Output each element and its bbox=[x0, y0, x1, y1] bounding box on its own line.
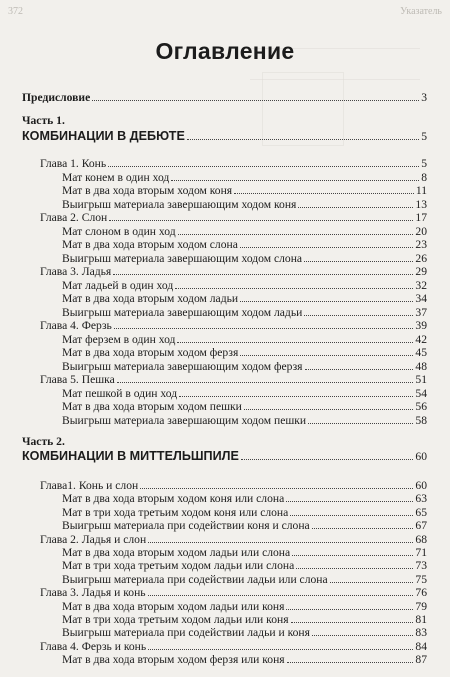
dot-leader bbox=[178, 224, 414, 235]
toc-page-number: 76 bbox=[415, 586, 427, 600]
toc-page-number: 17 bbox=[415, 211, 427, 224]
toc-page-number: 65 bbox=[415, 505, 427, 519]
toc-chapter-entry[interactable] bbox=[40, 156, 427, 170]
dot-leader bbox=[179, 386, 413, 397]
toc-page-number: 71 bbox=[415, 546, 427, 559]
part-heading[interactable] bbox=[22, 448, 427, 464]
toc-entry-text: Глава 4. Ферзь и конь bbox=[40, 639, 147, 653]
toc-subentry[interactable] bbox=[62, 170, 427, 184]
dot-leader bbox=[148, 585, 414, 596]
toc-entry-text: Мат в два хода вторым ходом коня или слона bbox=[62, 492, 285, 506]
dot-leader bbox=[305, 359, 414, 370]
toc-page-number: 39 bbox=[415, 319, 427, 332]
toc-chapter-entry[interactable] bbox=[40, 264, 427, 278]
toc-chapter-entry[interactable] bbox=[40, 318, 427, 332]
dot-leader bbox=[304, 305, 413, 316]
dot-leader bbox=[241, 448, 414, 460]
toc-page-number: 5 bbox=[421, 157, 427, 170]
toc-entry-text: Выигрыш материала завершающим ходом ферзя bbox=[62, 359, 303, 373]
toc-chapter-entry[interactable] bbox=[40, 478, 427, 492]
dot-leader bbox=[244, 399, 414, 410]
toc-entry-text: Мат конем в один ход bbox=[62, 170, 170, 184]
toc-page-number: 75 bbox=[415, 572, 427, 586]
dot-leader bbox=[175, 278, 413, 289]
toc-chapter-entry[interactable] bbox=[40, 532, 427, 546]
toc-page-number: 87 bbox=[415, 653, 427, 667]
toc-entry-text: Выигрыш материала завершающим ходом пешки bbox=[62, 413, 307, 427]
toc-page-number: 32 bbox=[415, 278, 427, 292]
toc-subentry[interactable] bbox=[62, 545, 427, 559]
toc-chapter-entry[interactable] bbox=[40, 372, 427, 386]
toc-page-number: 3 bbox=[421, 91, 427, 104]
toc-entry-text: Мат в два хода вторым ходом слона bbox=[62, 238, 238, 251]
toc-page-number: 23 bbox=[415, 238, 427, 251]
dot-leader bbox=[287, 652, 414, 663]
toc-subentry[interactable] bbox=[62, 278, 427, 292]
toc-page-number: 20 bbox=[415, 224, 427, 238]
dot-leader bbox=[304, 251, 413, 262]
toc-subentry[interactable] bbox=[62, 251, 427, 265]
part-label: Часть 1. bbox=[22, 114, 65, 127]
toc-page-number: 34 bbox=[415, 292, 427, 305]
toc-page-number: 81 bbox=[415, 613, 427, 626]
toc-page-number: 29 bbox=[415, 265, 427, 278]
toc-entry-text: Мат в два хода вторым ходом ферзя bbox=[62, 346, 239, 359]
toc-page-number: 56 bbox=[415, 400, 427, 413]
dot-leader bbox=[171, 170, 419, 181]
toc-entry-text: Мат слоном в один ход bbox=[62, 224, 176, 238]
toc-entry-text: Мат пешкой в один ход bbox=[62, 386, 178, 400]
dot-leader bbox=[148, 639, 413, 650]
dot-leader bbox=[240, 237, 414, 248]
dot-leader bbox=[113, 264, 413, 275]
toc-entry-text: Предисловие bbox=[22, 91, 91, 104]
dot-leader bbox=[92, 90, 419, 101]
toc-subentry[interactable] bbox=[62, 625, 427, 639]
toc-entry-text: Мат в три хода третьим ходом ладьи или коня bbox=[62, 613, 289, 626]
toc-entry-text: Выигрыш материала завершающим ходом слона bbox=[62, 251, 303, 265]
toc-page-number: 51 bbox=[415, 373, 427, 386]
toc-subentry[interactable] bbox=[62, 305, 427, 319]
dot-leader bbox=[312, 625, 413, 636]
toc-entry-text: Мат ладьей в один ход bbox=[62, 278, 174, 292]
dot-leader bbox=[286, 599, 413, 610]
toc-entry-text: Мат в два хода вторым ходом ладьи или коня bbox=[62, 599, 285, 613]
toc-entry-text: Глава 5. Пешка bbox=[40, 373, 115, 386]
toc-subentry[interactable] bbox=[62, 612, 427, 626]
toc-page-number: 60 bbox=[415, 479, 427, 492]
toc-entry-text: Мат в три хода третьим ходом коня или слона bbox=[62, 505, 289, 519]
toc-page-number: 58 bbox=[415, 413, 427, 427]
toc-subentry[interactable] bbox=[62, 518, 427, 532]
toc-entry-text: Глава 1. Конь bbox=[40, 157, 107, 170]
toc-subentry[interactable] bbox=[62, 183, 427, 197]
toc-page-number: 68 bbox=[415, 532, 427, 546]
dot-leader bbox=[290, 505, 413, 516]
toc-subentry[interactable] bbox=[62, 237, 427, 251]
toc-subentry[interactable] bbox=[62, 197, 427, 211]
toc-entry-text: Мат в два хода вторым ходом ладьи или слона bbox=[62, 546, 291, 559]
toc-page-number: 45 bbox=[415, 346, 427, 359]
toc-subentry[interactable] bbox=[62, 558, 427, 572]
toc-subentry[interactable] bbox=[62, 345, 427, 359]
toc-page-number: 73 bbox=[415, 559, 427, 573]
toc-page-number: 37 bbox=[415, 305, 427, 319]
toc-entry-text: Глава 3. Ладья bbox=[40, 265, 112, 278]
toc-entry-text: Выигрыш материала при содействии ладьи или слона bbox=[62, 572, 328, 586]
dot-leader bbox=[286, 491, 413, 502]
toc-entry-text: Выигрыш материала при содействии ладьи и коня bbox=[62, 626, 310, 640]
toc-page-number: 60 bbox=[415, 450, 427, 463]
toc-chapter-entry[interactable] bbox=[40, 585, 427, 599]
toc-subentry[interactable] bbox=[62, 652, 427, 666]
toc-page-number: 8 bbox=[421, 170, 427, 184]
dot-leader bbox=[148, 532, 413, 543]
running-head-title: Указатель bbox=[400, 6, 442, 17]
dot-leader bbox=[296, 558, 413, 569]
dot-leader bbox=[234, 183, 414, 194]
toc-entry-text: Мат в три хода третьим ходом ладьи или слона bbox=[62, 559, 295, 573]
toc-page-number: 83 bbox=[415, 626, 427, 640]
toc-page-number: 5 bbox=[421, 130, 427, 143]
toc-entry-text: Глава 2. Слон bbox=[40, 211, 108, 224]
toc-subentry[interactable] bbox=[62, 359, 427, 373]
toc-entry-text: Глава 2. Ладья и слон bbox=[40, 532, 147, 546]
toc-entry-text: Мат в два хода вторым ходом ладьи bbox=[62, 292, 239, 305]
toc-subentry[interactable] bbox=[62, 505, 427, 519]
toc-page-number: 48 bbox=[415, 359, 427, 373]
toc-subentry[interactable] bbox=[62, 599, 427, 613]
toc-entry-text: Выигрыш материала завершающим ходом ладьи bbox=[62, 305, 303, 319]
toc-subentry[interactable] bbox=[62, 332, 427, 346]
running-head-page-number: 372 bbox=[8, 6, 23, 17]
dot-leader bbox=[308, 413, 413, 424]
toc-chapter-entry[interactable] bbox=[40, 639, 427, 653]
toc-entry-text: Глава1. Конь и слон bbox=[40, 479, 139, 492]
dot-leader bbox=[330, 572, 414, 583]
running-head bbox=[8, 6, 442, 20]
dot-leader bbox=[117, 372, 414, 383]
toc-entry-text: Мат в два хода вторым ходом пешки bbox=[62, 400, 242, 413]
toc-page-number: 54 bbox=[415, 386, 427, 400]
part-heading[interactable] bbox=[22, 128, 427, 144]
dot-leader bbox=[109, 210, 413, 221]
toc-subentry[interactable] bbox=[62, 413, 427, 427]
page-title: Оглавление bbox=[155, 38, 295, 64]
toc-subentry[interactable] bbox=[62, 572, 427, 586]
toc-subentry[interactable] bbox=[62, 291, 427, 305]
toc-entry-text: Мат в два хода вторым ходом коня bbox=[62, 184, 233, 197]
toc-page-number: 63 bbox=[415, 492, 427, 506]
toc-chapter-entry[interactable] bbox=[40, 210, 427, 224]
part-label: Часть 2. bbox=[22, 435, 65, 448]
dot-leader bbox=[108, 156, 419, 167]
dot-leader bbox=[114, 318, 414, 329]
toc-page-number: 26 bbox=[415, 251, 427, 265]
part-heading-text: КОМБИНАЦИИ В ДЕБЮТЕ bbox=[22, 129, 185, 143]
toc-page-number: 42 bbox=[415, 332, 427, 346]
toc-page-number: 84 bbox=[415, 639, 427, 653]
dot-leader bbox=[240, 291, 413, 302]
toc-subentry[interactable] bbox=[62, 224, 427, 238]
dot-leader bbox=[298, 197, 413, 208]
toc-subentry[interactable] bbox=[62, 491, 427, 505]
toc-page-number: 13 bbox=[415, 197, 427, 211]
part-heading-text: КОМБИНАЦИИ В МИТТЕЛЬШПИЛЕ bbox=[22, 449, 239, 463]
dot-leader bbox=[292, 545, 413, 556]
dot-leader bbox=[187, 128, 419, 140]
dot-leader bbox=[140, 478, 413, 489]
toc-page-number: 67 bbox=[415, 519, 427, 533]
dot-leader bbox=[291, 612, 414, 623]
toc-entry-text: Выигрыш материала завершающим ходом коня bbox=[62, 197, 297, 211]
dot-leader bbox=[177, 332, 413, 343]
toc-entry-text: Мат ферзем в один ход bbox=[62, 332, 176, 346]
dot-leader bbox=[240, 345, 413, 356]
toc-subentry[interactable] bbox=[62, 386, 427, 400]
toc-subentry[interactable] bbox=[62, 399, 427, 413]
toc-entry-text: Глава 3. Ладья и конь bbox=[40, 586, 146, 600]
toc-page-number: 11 bbox=[415, 184, 427, 197]
toc-entry-text: Мат в два хода вторым ходом ферзя или коня bbox=[62, 653, 285, 667]
toc-entry-text: Выигрыш материала при содействии коня и слона bbox=[62, 519, 310, 533]
toc-entry-text: Глава 4. Ферзь bbox=[40, 319, 112, 332]
toc-page-number: 79 bbox=[415, 599, 427, 613]
dot-leader bbox=[312, 518, 414, 529]
toc-entry-preface[interactable] bbox=[22, 90, 427, 104]
